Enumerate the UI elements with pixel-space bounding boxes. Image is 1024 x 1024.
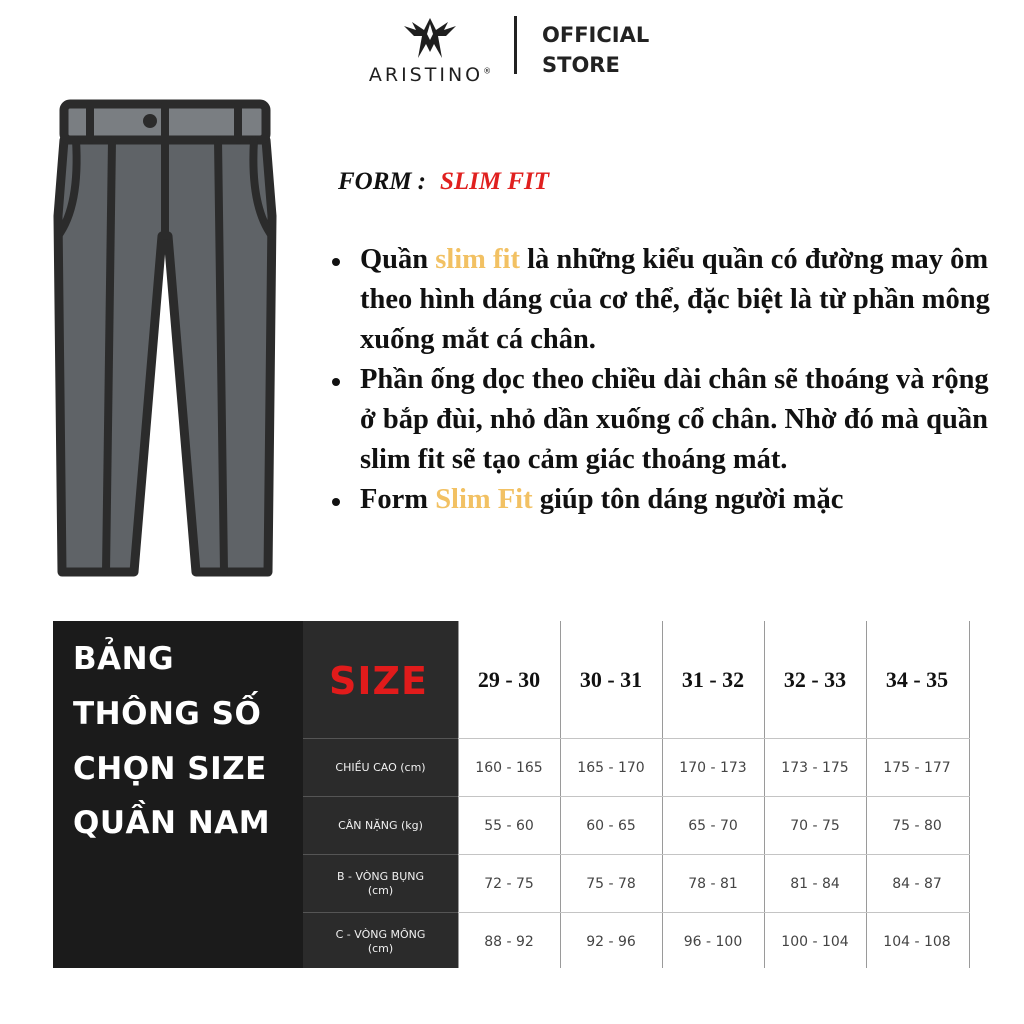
table-cell: 81 - 84 <box>790 875 840 892</box>
row-label-height: CHIỀU CAO (cm) <box>335 760 426 774</box>
row-label-hip: C - VÒNG MÔNG (cm) <box>335 927 426 955</box>
table-title-line: CHỌN SIZE <box>73 751 267 787</box>
table-cell: 175 - 177 <box>883 759 951 776</box>
table-cell: 55 - 60 <box>484 817 534 834</box>
official-store-label <box>542 20 682 80</box>
size-header: 29 - 30 <box>477 666 541 692</box>
table-title-panel <box>53 621 303 968</box>
brand-name: ARISTINO® <box>368 64 492 86</box>
table-cell: 160 - 165 <box>475 759 543 776</box>
store-line-2: STORE <box>542 53 620 77</box>
form-value: SLIM FIT <box>439 168 550 195</box>
form-heading <box>338 168 549 196</box>
highlight-text: slim fit <box>435 244 520 275</box>
brand-logo-block[interactable] <box>360 14 500 86</box>
table-cell: 72 - 75 <box>484 875 534 892</box>
table-cell: 170 - 173 <box>679 759 747 776</box>
table-cell: 173 - 175 <box>781 759 849 776</box>
highlight-text: Slim Fit <box>435 484 533 515</box>
table-cell: 60 - 65 <box>586 817 636 834</box>
size-header: 31 - 32 <box>681 666 745 692</box>
table-cell: 75 - 78 <box>586 875 636 892</box>
table-cell: 88 - 92 <box>484 933 534 950</box>
table-title-line: THÔNG SỐ <box>73 696 262 732</box>
pants-illustration <box>50 96 280 588</box>
size-values-grid <box>458 621 970 968</box>
table-title-line: QUẦN NAM <box>73 805 271 841</box>
store-line-1: OFFICIAL <box>542 23 650 47</box>
row-label-waist: B - VÒNG BỤNG (cm) <box>336 869 425 897</box>
table-cell: 78 - 81 <box>688 875 738 892</box>
form-separator: : <box>417 168 426 195</box>
table-cell: 70 - 75 <box>790 817 840 834</box>
feature-item-2: Phần ống dọc theo chiều dài chân sẽ thoáng và rộng ở bắp đùi, nhỏ dần xuống cổ chân. Nhờ đó mà quần slim fit sẽ tạo cảm giác thoáng mát. <box>330 360 1010 480</box>
table-cell: 84 - 87 <box>892 875 942 892</box>
eagle-logo-icon <box>402 14 458 62</box>
size-chart-table <box>53 621 970 968</box>
feature-list <box>330 240 1010 520</box>
form-label: FORM <box>338 168 412 195</box>
table-cell: 165 - 170 <box>577 759 645 776</box>
row-label-column <box>303 621 458 968</box>
feature-item-1: Quần slim fit là những kiểu quần có đường may ôm theo hình dáng của cơ thể, đặc biệt là từ phần mông xuống mắt cá chân. <box>330 240 1010 360</box>
size-header: 34 - 35 <box>885 666 949 692</box>
size-header: 32 - 33 <box>783 666 847 692</box>
size-label: SIZE <box>329 659 429 703</box>
feature-item-3: Form Slim Fit giúp tôn dáng người mặc <box>330 480 1010 520</box>
table-cell: 100 - 104 <box>781 933 849 950</box>
table-cell: 92 - 96 <box>586 933 636 950</box>
table-cell: 75 - 80 <box>892 817 942 834</box>
header-divider <box>514 16 517 74</box>
table-title-line: BẢNG <box>73 641 175 677</box>
table-cell: 65 - 70 <box>688 817 738 834</box>
size-header-cell <box>303 621 458 738</box>
table-cell: 104 - 108 <box>883 933 951 950</box>
row-label-weight: CÂN NẶNG (kg) <box>338 818 423 832</box>
table-cell: 96 - 100 <box>683 933 743 950</box>
size-header: 30 - 31 <box>579 666 643 692</box>
